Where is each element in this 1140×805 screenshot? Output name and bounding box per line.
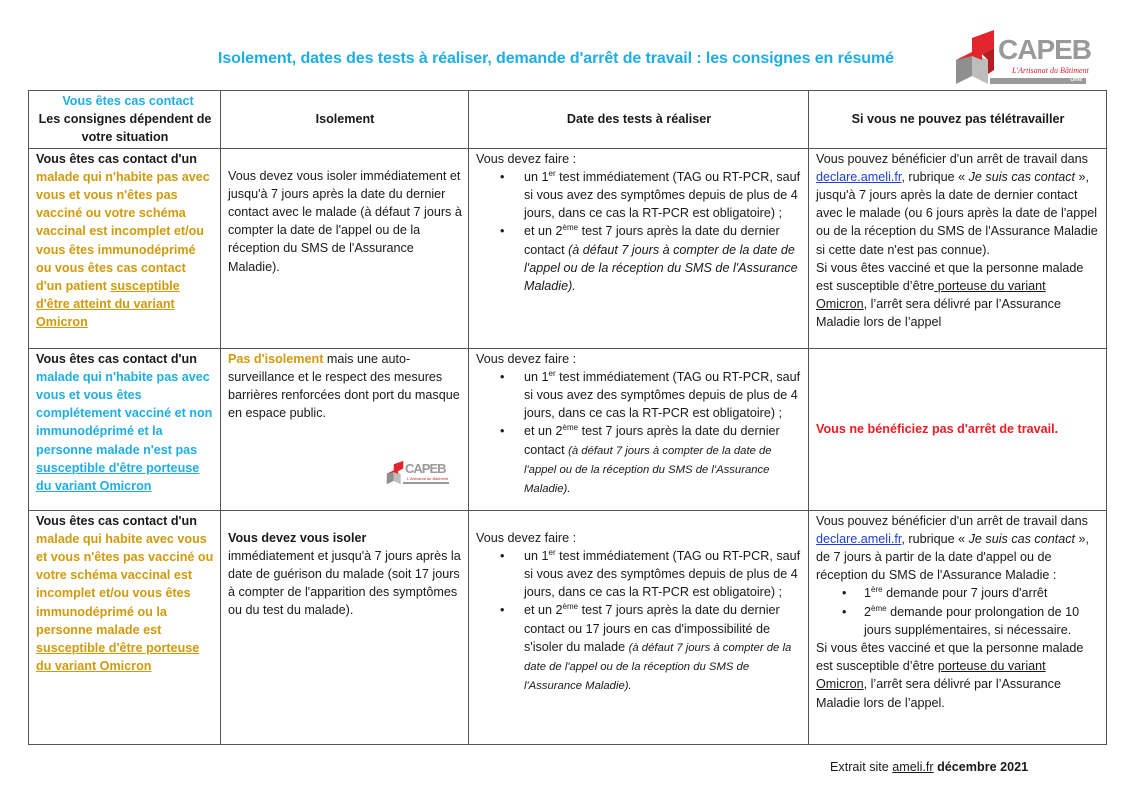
tests-cell: Vous devez faire : • un 1er test immédiatement (TAG ou RT-PCR, sauf si vous avez des symptômes depuis de plus de 4 jours, dans ce cas la RT-PCR est obligatoire) ; • et un 2ème test 7 jours après la date du dernier contact ou 17 jours en cas d'impossibilité de s'isoler du malade (à défaut 7 jours à compter de la date de l'appel ou de la réception du SMS de l'Assurance Maladie). [469,510,809,744]
tests-list [476,547,802,696]
situation-cell: Vous êtes cas contact d'un malade qui n'habite pas avec vous et vous n'êtes pas vacciné ou votre schéma vaccinal est incomplet et/ou vous êtes immunodéprimé ou vous êtes cas contact d'un patient susceptible d'être atteint du variant Omicron [29,148,221,348]
tests-cell: Vous devez faire : • un 1er test immédiatement (TAG ou RT-PCR, sauf si vous avez des symptômes depuis de plus de 4 jours, dans ce cas la RT-PCR est obligatoire) ; • et un 2ème test 7 jours après la date du dernier contact (à défaut 7 jours à compter de la date de l'appel ou de la réception du SMS de l'Assurance Maladie). [469,348,809,510]
capeb-logo-small: CAPEB L'Artisanat du Bâtiment [385,460,451,488]
arret-cell: Vous pouvez bénéficier d'un arrêt de travail dans declare.ameli.fr, rubrique « Je suis cas contact », de 7 jours à partir de la date d'appel ou de réception du SMS de l'Assurance Maladie : • 1ère demande pour 7 jours d'arrêt • 2ème demande pour prolongation de 10 jours supplémentaires, si nécessaire. Si vous êtes vacciné et que la personne malade est susceptible d’être porteuse du variant Omicron, l’arrêt sera délivré par l’Assurance Maladie lors de l’appel. [809,510,1107,744]
isolement-cell: Vous devez vous isoler immédiatement et jusqu'à 7 jours après la date de guérison du malade (soit 17 jours à compter de l'apparition des symptômes ou du test du malade). [221,510,469,744]
list-item: • un 1er test immédiatement (TAG ou RT-PCR, sauf si vous avez des symptômes depuis de plus de 4 jours, dans ce cas la RT-PCR est obligatoire) ; [524,547,802,602]
source-footer: Extrait site ameli.fr décembre 2021 [830,760,1029,774]
header-arret: Si vous ne pouvez pas télétravailler [809,91,1107,149]
table-header-row [29,91,1107,149]
list-item: • et un 2ème test 7 jours après la date du dernier contact ou 17 jours en cas d'impossibilité de s'isoler du malade (à défaut 7 jours à compter de la date de l'appel ou de la réception du SMS de l'Assurance Maladie). [524,601,802,695]
list-item: • un 1er test immédiatement (TAG ou RT-PCR, sauf si vous avez des symptômes depuis de plus de 4 jours, dans ce cas la RT-PCR est obligatoire) ; [524,368,802,423]
isolement-cell: Vous devez vous isoler immédiatement et jusqu'à 7 jours après la date du dernier contact avec le malade (à défaut 7 jours à compter la date de l'appel ou de la réception du SMS de l'Assurance Maladie). [221,148,469,348]
arret-cell: Vous ne bénéficiez pas d'arrêt de travail. [809,348,1107,510]
capeb-logo [952,30,1092,90]
ameli-link[interactable]: ameli.fr [892,760,934,774]
table-row [29,348,1107,510]
page-title: Isolement, dates des tests à réaliser, demande d'arrêt de travail : les consignes en résumé [218,50,894,67]
header-tests: Date des tests à réaliser [469,91,809,149]
arret-cell: Vous pouvez bénéficier d'un arrêt de travail dans declare.ameli.fr, rubrique « Je suis cas contact », jusqu'à 7 jours après la date de dernier contact avec le malade (ou 6 jours après la date de l'appel ou de la réception du SMS de l'Assurance Maladie si cette date n'est pas connue). Si vous êtes vacciné et que la personne malade est susceptible d’être porteuse du variant Omicron, l’arrêt sera délivré par l’Assurance Maladie lors de l’appel [809,148,1107,348]
list-item: • et un 2ème test 7 jours après la date du dernier contact (à défaut 7 jours à compter de la date de l'appel ou de la réception du SMS de l'Assurance Maladie). [524,422,802,498]
list-item: • 1ère demande pour 7 jours d'arrêt [864,584,1100,602]
header-situation-subtitle: Les consignes dépendent de votre situation [38,112,212,145]
capeb-cube-icon [385,460,405,486]
logo-tagline: L'Artisanat du Bâtiment [1012,66,1089,75]
list-item: • et un 2ème test 7 jours après la date du dernier contact (à défaut 7 jours à compter de la date de l'appel ou de la réception du SMS de l'Assurance Maladie). [524,222,802,295]
declare-ameli-link[interactable]: declare.ameli.fr [816,169,902,184]
list-item: • 2ème demande pour prolongation de 10 jours supplémentaires, si nécessaire. [864,603,1100,639]
isolement-cell: Pas d'isolement mais une auto-surveillance et le respect des mesures barrières renforcées dont port du masque en espace public. [221,348,469,510]
table-row [29,148,1107,348]
logo-wordmark: CAPEB [998,34,1092,65]
list-item: • un 1er test immédiatement (TAG ou RT-PCR, sauf si vous avez des symptômes depuis de plus de 4 jours, dans ce cas la RT-PCR est obligatoire) ; [524,168,802,223]
tests-cell: Vous devez faire : • un 1er test immédiatement (TAG ou RT-PCR, sauf si vous avez des symptômes depuis de plus de 4 jours, dans ce cas la RT-PCR est obligatoire) ; • et un 2ème test 7 jours après la date du dernier contact (à défaut 7 jours à compter de la date de l'appel ou de la réception du SMS de l'Assurance Maladie). [469,148,809,348]
situation-cell: Vous êtes cas contact d'un malade qui habite avec vous et vous n'êtes pas vacciné ou votre schéma vaccinal est incomplet et/ou vous êtes immunodéprimé ou la personne malade est susceptible d'être porteuse du variant Omicron [29,510,221,744]
consignes-table [28,90,1107,745]
table-row [29,510,1107,744]
tests-list [476,368,802,498]
declare-ameli-link[interactable]: declare.ameli.fr [816,531,902,546]
arret-list [816,584,1100,639]
logo-bar: Orne [990,78,1086,84]
header-situation-title: Vous êtes cas contact [62,94,194,108]
tests-list [476,168,802,295]
situation-cell: Vous êtes cas contact d'un malade qui n'habite pas avec vous et vous êtes complétement vacciné et non immunodéprimé et la personne malade n'est pas susceptible d'être porteuse du variant Omicron [29,348,221,510]
header-situation [29,91,221,149]
header-isolement: Isolement [221,91,469,149]
